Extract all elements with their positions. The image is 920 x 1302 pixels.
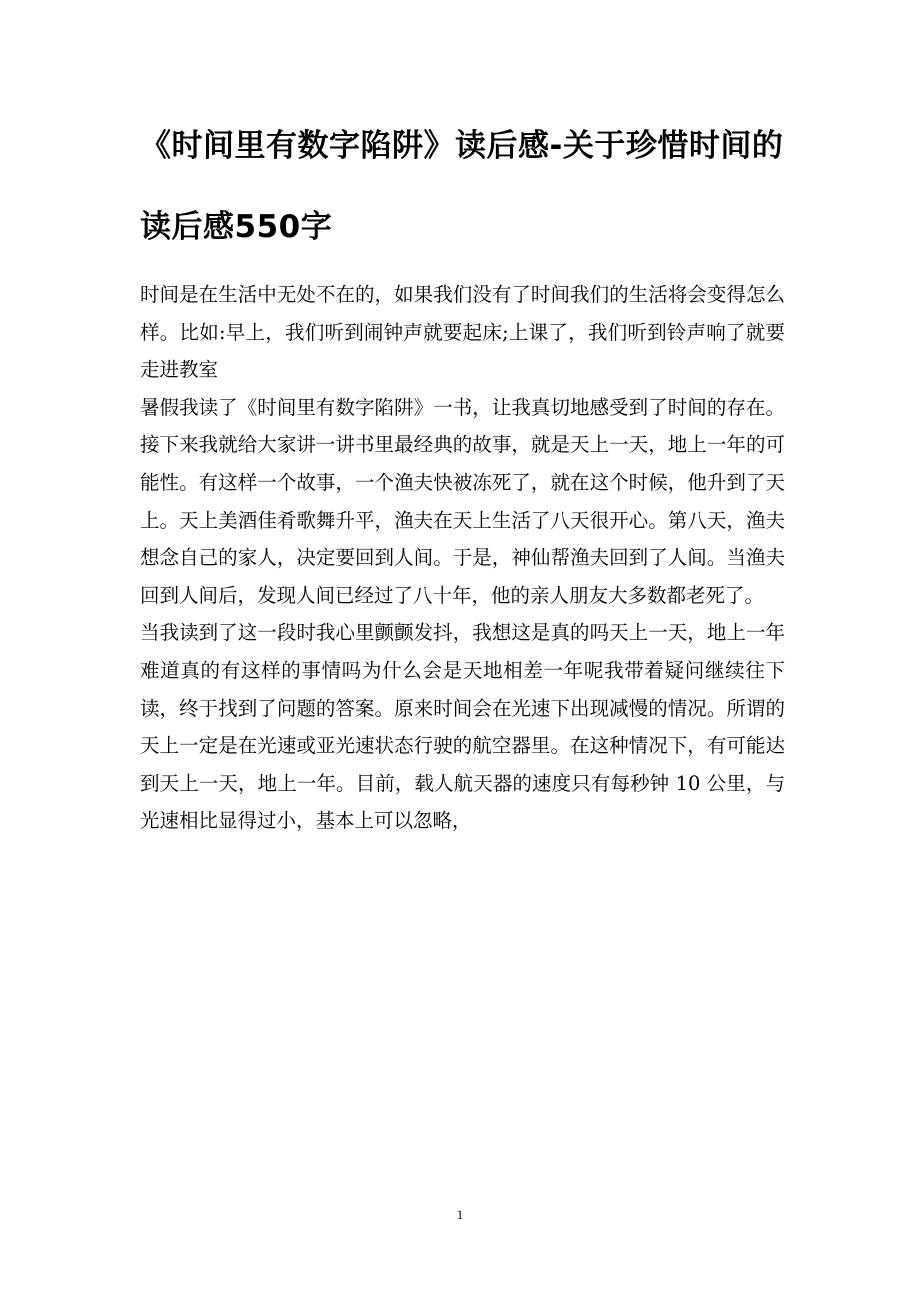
paragraph-3: 当我读到了这一段时我心里颤颤发抖，我想这是真的吗天上一天，地上一年难道真的有这样的事情吗为什么会是天地相差一年呢我带着疑问继续往下读，终于找到了问题的答案。原来时间会在光速下出现减慢的情况。所谓的天上一定是在光速或亚光速状态行驶的航空器里。在这种情况下，有可能达到天上一天，地上一年。目前，载人航天器的速度只有每秒钟 10 公里，与光速相比显得过小，基本上可以忽略， bbox=[140, 621, 785, 833]
paragraph-2: 暑假我读了《时间里有数字陷阱》一书，让我真切地感受到了时间的存在。接下来我就给大家讲一讲书里最经典的故事，就是天上一天，地上一年的可能性。有这样一个故事，一个渔夫快被冻死了，就在这个时候，他升到了天上。天上美酒佳肴歌舞升平，渔夫在天上生活了八天很开心。第八天，渔夫想念自己的家人，决定要回到人间。于是，神仙帮渔夫回到了人间。当渔夫回到人间后，发现人间已经过了八十年，他的亲人朋友大多数都老死了。 bbox=[140, 395, 785, 607]
paragraph-1: 时间是在生活中无处不在的，如果我们没有了时间我们的生活将会变得怎么样。比如:早上，我们听到闹钟声就要起床;上课了，我们听到铃声响了就要走进教室 bbox=[140, 283, 785, 382]
page-number: 1 bbox=[456, 1207, 464, 1222]
document-body bbox=[140, 276, 785, 840]
document-title: 《时间里有数字陷阱》读后感-关于珍惜时间的读后感550字 bbox=[140, 128, 784, 245]
